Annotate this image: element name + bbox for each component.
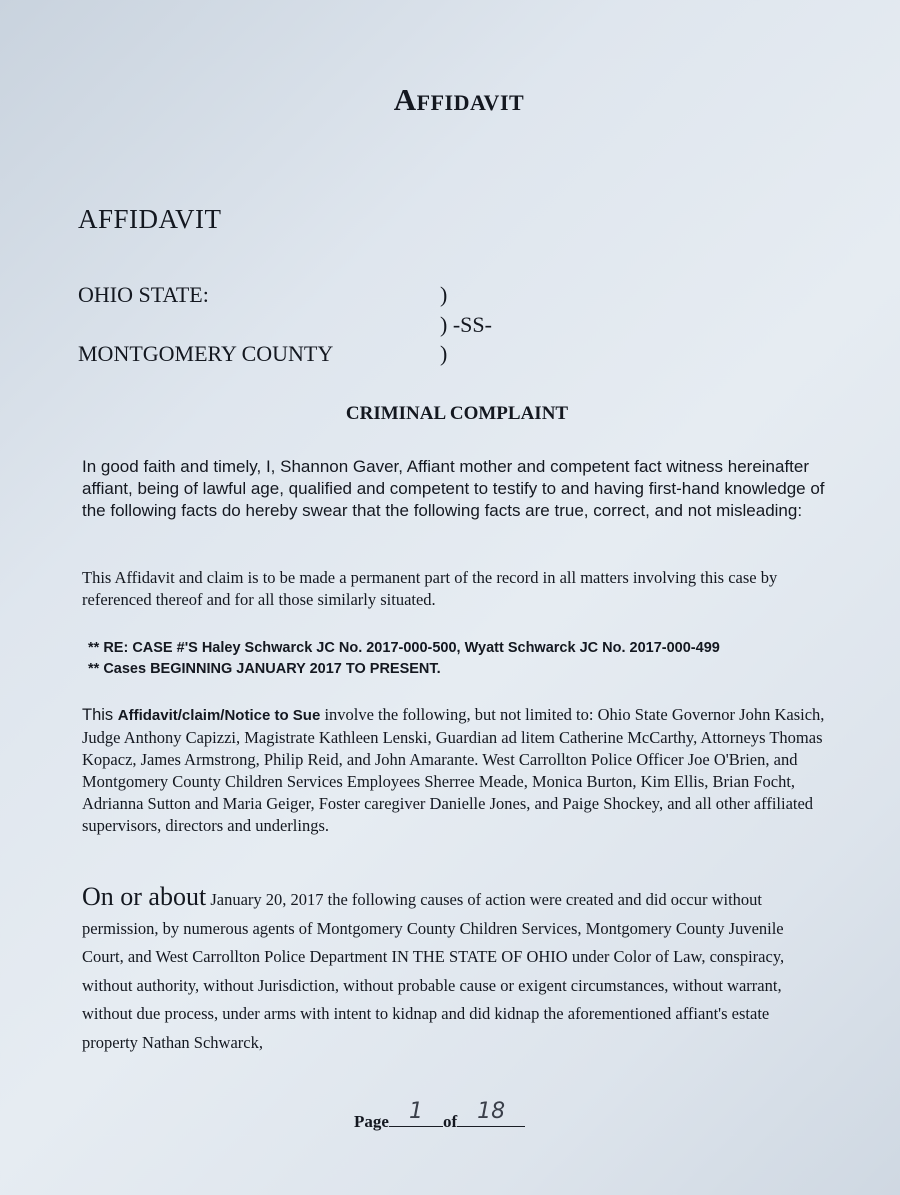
document-title: Affidavit (393, 82, 525, 117)
venue-county-label: MONTGOMERY COUNTY (78, 341, 334, 366)
venue-paren-ss: ) -SS- (440, 312, 492, 337)
page-label: Page (354, 1112, 389, 1131)
venue-state-label: OHIO STATE: (78, 282, 209, 307)
page-total-blank (457, 1099, 525, 1127)
causes-paragraph (82, 882, 822, 1057)
record-paragraph: This Affidavit and claim is to be made a permanent part of the record in all matters involving this case by referenced thereof and for all those similarly situated. (82, 568, 778, 609)
causes-lead-text: On or about (82, 882, 207, 911)
involve-rest-text: involve the following, but not limited to: Ohio State Governor John Kasich, Judge Anthony Capizzi, Magistrate Kathleen Lenski, Guardian ad litem Catherine McCarthy, Attorneys Thomas Kopacz, James Armstrong, Philip Reid, and John Amarante. West Carrollton Police Officer Joe O'Brien, and Montgomery County Children Services Employees Sherree Meade, Monica Burton, Kim Ellis, Brian Focht, Adrianna Sutton and Maria Geiger, Foster caregiver Danielle Jones, and Paige Shockey, and all other affiliated supervisors, directors and underlings. (82, 705, 825, 835)
involve-prefix: This (82, 706, 118, 724)
page-total-handwritten: 18 (477, 1099, 506, 1124)
criminal-complaint-heading: CRIMINAL COMPLAINT (345, 403, 569, 424)
of-label: of (442, 1112, 458, 1131)
page-footer (354, 1099, 525, 1132)
venue-paren-3: ) (440, 341, 448, 366)
affidavit-heading: AFFIDAVIT (78, 204, 222, 234)
page-number-blank (389, 1099, 443, 1127)
case-reference-line-2: ** Cases BEGINNING JANUARY 2017 TO PRESENT. (88, 661, 441, 677)
involved-parties-paragraph (82, 704, 842, 837)
causes-rest-text: January 20, 2017 the following causes of action were created and did occur without permission, by numerous agents of Montgomery County Children Services, Montgomery County Juvenile Court, and West Carrollton Police Department IN THE STATE OF OHIO under Color of Law, conspiracy, without authority, without Jurisdiction, without probable cause or exigent circumstances, without warrant, without due process, under arms with intent to kidnap and did kidnap the aforementioned affiant's estate property Nathan Schwarck, (82, 890, 785, 1052)
intro-paragraph: In good faith and timely, I, Shannon Gaver, Affiant mother and competent fact witness hereinafter affiant, being of lawful age, qualified and competent to testify to and having first-hand knowledge of the following facts do hereby swear that the following facts are true, correct, and not misleading: (82, 457, 825, 520)
case-reference-line-1: ** RE: CASE #'S Haley Schwarck JC No. 2017-000-500, Wyatt Schwarck JC No. 2017-000-499 (88, 640, 720, 656)
page-number-handwritten: 1 (408, 1099, 423, 1124)
venue-paren-1: ) (440, 282, 448, 307)
involve-bold-text: Affidavit/claim/Notice to Sue (117, 707, 321, 724)
